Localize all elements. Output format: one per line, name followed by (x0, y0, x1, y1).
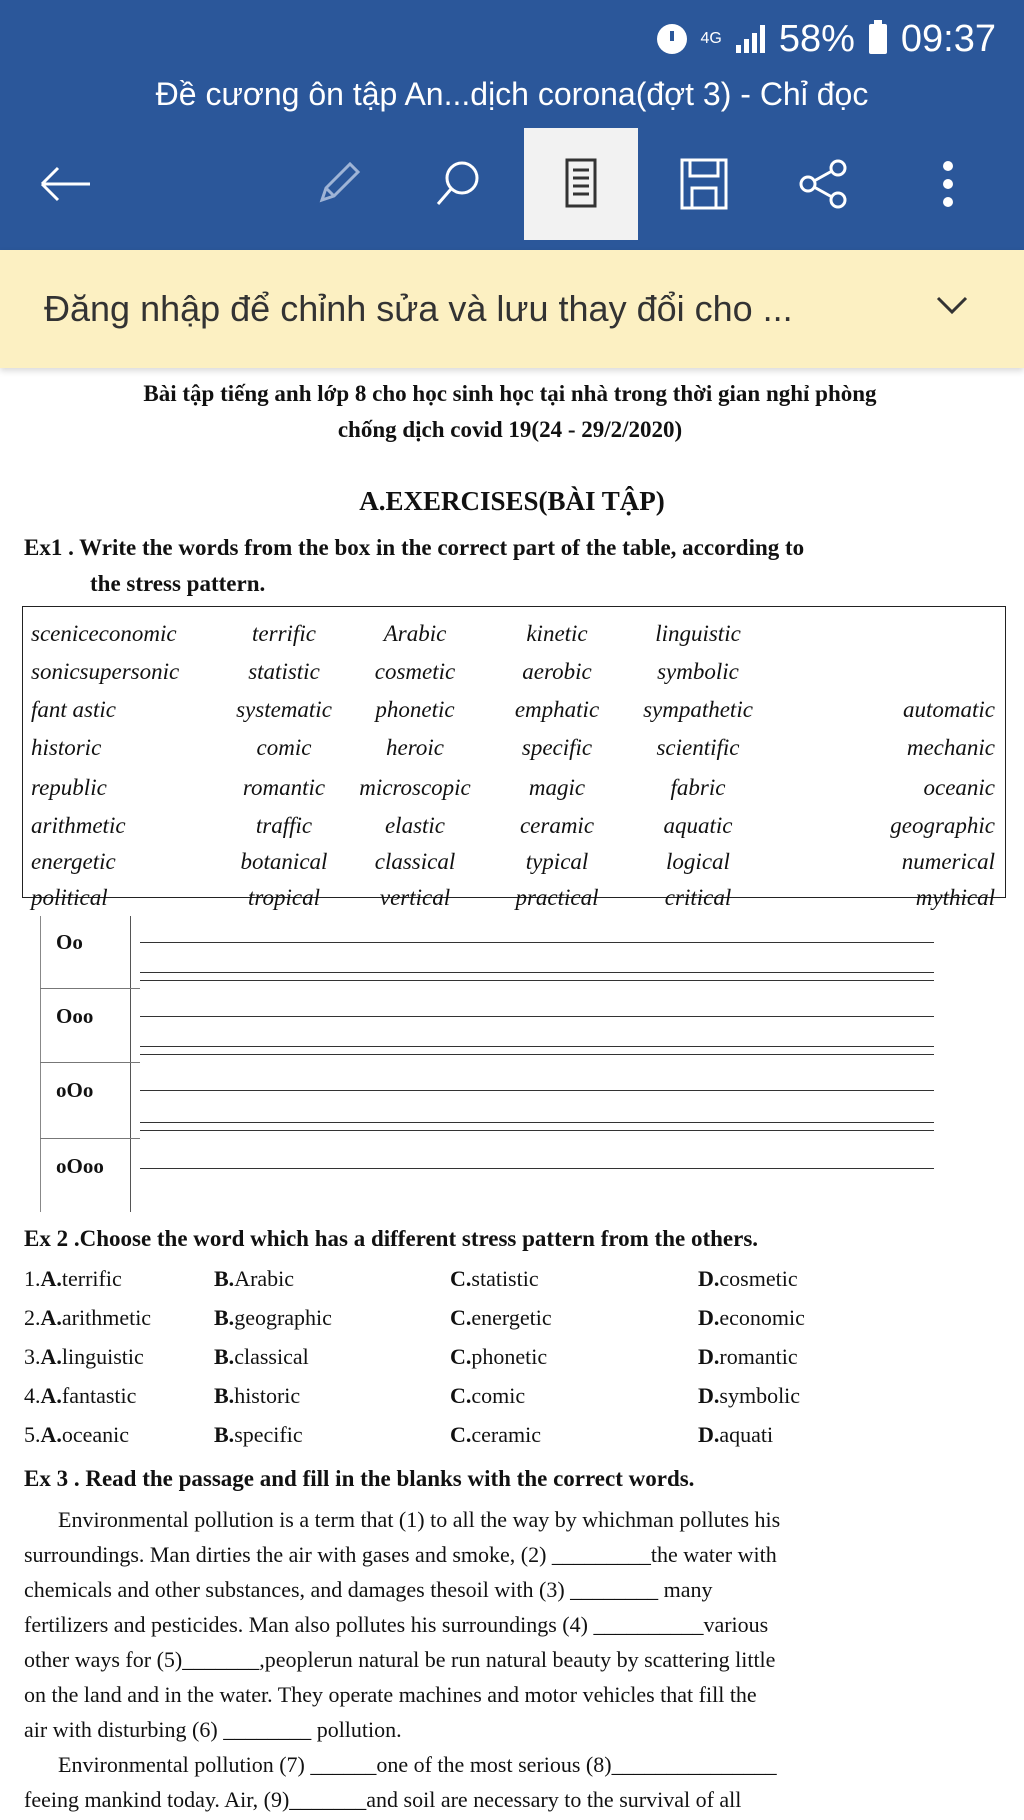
word-item: energetic (31, 849, 116, 874)
word-item: romantic (242, 775, 326, 800)
option-text: classical (234, 1344, 309, 1369)
ex2-option (24, 1266, 122, 1292)
ex3-title: Ex 3 . Read the passage and fill in the blanks with the correct words. (24, 1466, 695, 1491)
ex2-option (698, 1305, 805, 1331)
word-item: sceniceconomic (31, 621, 177, 646)
ex1-line-1: Ex1 . Write the words from the box in the correct part of the table, according to (24, 535, 805, 560)
passage-line: fertilizers and pesticides. Man also pollutes his surroundings (4) __________various (24, 1612, 769, 1637)
passage-line: other ways for (5)_______,peoplerun natural be run natural beauty by scattering little (24, 1647, 776, 1672)
option-letter: A. (40, 1383, 62, 1408)
option-letter: B. (214, 1344, 235, 1369)
option-letter: B. (214, 1305, 235, 1330)
ex2-option (698, 1266, 798, 1292)
share-icon (796, 156, 852, 212)
word-item: logical (666, 849, 730, 874)
ex2-option (214, 1383, 300, 1409)
word-item: kinetic (526, 621, 588, 646)
word-item: automatic (903, 697, 995, 722)
option-letter: B. (214, 1383, 235, 1408)
option-text: ceramic (471, 1422, 541, 1447)
ex2-option (450, 1266, 539, 1292)
word-item: aquatic (663, 813, 733, 838)
answer-line (140, 1122, 934, 1123)
sign-in-banner[interactable] (0, 250, 1024, 368)
answer-line (140, 1090, 934, 1091)
question-number: 4. (24, 1383, 41, 1408)
option-letter: D. (698, 1422, 720, 1447)
option-letter: A. (40, 1344, 62, 1369)
option-letter: D. (698, 1305, 720, 1330)
option-text: historic (234, 1383, 301, 1408)
ex2-option (24, 1383, 136, 1409)
answer-line (140, 980, 934, 981)
pencil-icon (310, 156, 366, 212)
option-text: arithmetic (61, 1305, 152, 1330)
stress-row (40, 916, 934, 990)
option-text: comic (471, 1383, 526, 1408)
ex2-option (450, 1305, 552, 1331)
word-item: sonicsupersonic (31, 659, 180, 684)
word-item: heroic (386, 735, 444, 760)
ex2-option (698, 1344, 798, 1370)
answer-line (140, 1054, 934, 1055)
word-item: sympathetic (643, 697, 753, 722)
more-icon (938, 156, 958, 212)
ex2-option (450, 1344, 547, 1370)
ex1-instructions (24, 530, 1004, 602)
option-letter: B. (214, 1422, 235, 1447)
share-button[interactable] (776, 128, 872, 240)
word-item: historic (31, 735, 102, 760)
word-item: traffic (255, 813, 313, 838)
option-text: fantastic (61, 1383, 137, 1408)
question-number: 5. (24, 1422, 41, 1447)
heading-line-2: chống dịch covid 19(24 - 29/2/2020) (337, 417, 683, 442)
reading-view-icon (561, 156, 601, 212)
word-item: tropical (248, 885, 320, 910)
word-item: Arabic (383, 621, 447, 646)
option-letter: A. (40, 1266, 62, 1291)
word-item: typical (525, 849, 589, 874)
word-item: terrific (252, 621, 316, 646)
option-letter: C. (450, 1383, 472, 1408)
ex2-option (698, 1383, 800, 1409)
stress-row (40, 1140, 934, 1214)
word-item: fant astic (31, 697, 116, 722)
network-type: 4G (700, 30, 722, 47)
passage-line: feeing mankind today. Air, (9)_______and soil are necessary to the survival of all (24, 1787, 742, 1812)
battery-percent: 58% (778, 17, 855, 60)
passage-line: surroundings. Man dirties the air with gases and smoke, (2) _________the water with (24, 1542, 777, 1567)
ex2-option (450, 1383, 525, 1409)
word-item: systematic (236, 697, 332, 722)
answer-line (140, 942, 934, 943)
word-item: classical (374, 849, 456, 874)
row-separator (40, 988, 140, 989)
option-letter: B. (214, 1266, 235, 1291)
passage-line: air with disturbing (6) ________ pollution. (24, 1717, 402, 1742)
option-letter: D. (698, 1266, 720, 1291)
ex2-option (24, 1422, 129, 1448)
passage-line: Environmental pollution (7) ______one of the most serious (8)_______________ (58, 1752, 777, 1777)
word-item: symbolic (657, 659, 739, 684)
word-item: arithmetic (31, 813, 126, 838)
option-text: romantic (719, 1344, 798, 1369)
word-item: political (31, 885, 108, 910)
ex2-option (214, 1266, 294, 1292)
word-item: practical (515, 885, 599, 910)
answer-line (140, 1046, 934, 1047)
battery-icon (869, 24, 887, 54)
option-text: geographic (234, 1305, 332, 1330)
answer-line (140, 1168, 934, 1169)
more-options-button[interactable] (900, 128, 996, 240)
word-item: fabric (670, 775, 726, 800)
option-text: linguistic (61, 1344, 144, 1369)
document-title: Đề cương ôn tập An...dịch corona(đợt 3) - Chỉ đọc (155, 76, 869, 112)
search-button[interactable] (410, 128, 506, 240)
option-text: phonetic (471, 1344, 548, 1369)
option-text: symbolic (719, 1383, 801, 1408)
clock: 09:37 (900, 17, 996, 60)
save-icon (676, 156, 732, 212)
passage-line: chemicals and other substances, and damages thesoil with (3) ________ many (24, 1577, 713, 1602)
answer-line (140, 1130, 934, 1131)
row-separator (40, 1138, 140, 1139)
word-box (22, 606, 1006, 910)
question-number: 2. (24, 1305, 41, 1330)
word-item: specific (521, 735, 593, 760)
chevron-down-icon[interactable] (934, 290, 970, 320)
word-item: linguistic (655, 621, 741, 646)
word-item: aerobic (522, 659, 592, 684)
back-button[interactable] (18, 128, 114, 240)
ex2-option (698, 1422, 773, 1448)
ex2-option (214, 1344, 309, 1370)
option-text: Arabic (234, 1266, 295, 1291)
word-item: comic (256, 735, 312, 760)
passage-line: Environmental pollution is a term that (1) to all the way by whichman pollutes his (58, 1507, 781, 1532)
ex1-line-2: the stress pattern. (90, 571, 266, 596)
answer-line (140, 1016, 934, 1017)
word-item: cosmetic (374, 659, 456, 684)
option-text: aquati (719, 1422, 774, 1447)
section-title: A.EXERCISES(BÀI TẬP) (359, 486, 665, 516)
heading-line-1: Bài tập tiếng anh lớp 8 cho học sinh học tại nhà trong thời gian nghỉ phòng (143, 381, 877, 406)
stress-row (40, 1064, 934, 1138)
passage-line: on the land and in the water. They operate machines and motor vehicles that fill the (24, 1682, 757, 1707)
word-item: elastic (384, 813, 446, 838)
option-letter: A. (40, 1305, 62, 1330)
word-item: mechanic (906, 735, 995, 760)
status-bar (657, 14, 997, 64)
stress-label: Ooo (56, 1004, 94, 1028)
stress-row (40, 990, 934, 1064)
word-item: botanical (240, 849, 328, 874)
question-number: 3. (24, 1344, 41, 1369)
word-item: scientific (656, 735, 740, 760)
word-item: statistic (248, 659, 320, 684)
ex2-option (214, 1422, 303, 1448)
reading-view-button[interactable] (524, 128, 638, 240)
signal-icon (736, 25, 765, 53)
toolbar (0, 128, 1024, 240)
word-item: numerical (901, 849, 995, 874)
ex2-option (24, 1344, 144, 1370)
word-item: oceanic (923, 775, 995, 800)
ex2-title: Ex 2 .Choose the word which has a different stress pattern from the others. (24, 1226, 759, 1251)
word-item: microscopic (359, 775, 471, 800)
option-text: statistic (471, 1266, 539, 1291)
option-letter: C. (450, 1344, 472, 1369)
back-arrow-icon (38, 164, 94, 204)
question-number: 1. (24, 1266, 41, 1291)
edit-button[interactable] (290, 128, 386, 240)
answer-line (140, 972, 934, 973)
word-item: republic (31, 775, 107, 800)
stress-label: oOoo (56, 1154, 104, 1178)
option-letter: C. (450, 1266, 472, 1291)
word-item: geographic (890, 813, 995, 838)
option-text: energetic (471, 1305, 552, 1330)
stress-label: Oo (56, 930, 83, 954)
ex2-option (214, 1305, 332, 1331)
option-text: specific (234, 1422, 303, 1447)
word-item: magic (528, 775, 586, 800)
search-icon (430, 156, 486, 212)
row-separator (40, 1062, 140, 1063)
app-header (0, 0, 1024, 250)
stress-label: oOo (56, 1078, 94, 1102)
word-item: mythical (915, 885, 995, 910)
document-heading (60, 376, 960, 448)
option-letter: D. (698, 1344, 720, 1369)
option-text: terrific (61, 1266, 122, 1291)
word-item: ceramic (519, 813, 595, 838)
word-item: critical (664, 885, 732, 910)
alarm-icon (657, 24, 687, 54)
passage (24, 1502, 1004, 1817)
banner-text: Đăng nhập để chỉnh sửa và lưu thay đổi cho ... (44, 288, 793, 329)
option-text: economic (719, 1305, 805, 1330)
ex2-option (24, 1305, 151, 1331)
option-letter: C. (450, 1305, 472, 1330)
save-button[interactable] (656, 128, 752, 240)
word-item: phonetic (375, 697, 455, 722)
option-letter: C. (450, 1422, 472, 1447)
option-letter: D. (698, 1383, 720, 1408)
option-text: cosmetic (719, 1266, 798, 1291)
word-item: emphatic (514, 697, 600, 722)
ex2-option (450, 1422, 541, 1448)
option-text: oceanic (61, 1422, 130, 1447)
option-letter: A. (40, 1422, 62, 1447)
word-item: vertical (379, 885, 451, 910)
